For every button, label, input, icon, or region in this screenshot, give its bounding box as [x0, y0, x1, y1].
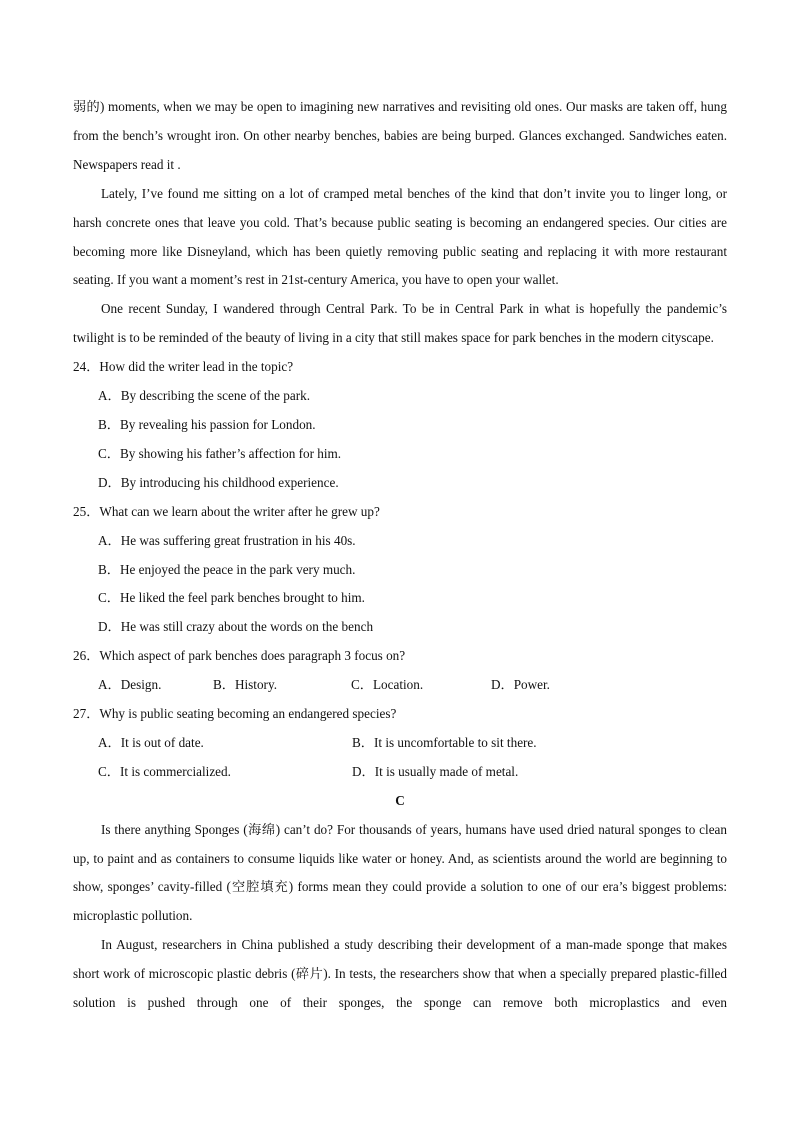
- question-25: 25．What can we learn about the writer after he grew up?: [73, 503, 380, 519]
- passage-paragraph: In August, researchers in China published a study describing their development of a man-made sponge that makes short work of microscopic plastic debris (碎片). In tests, the researchers show that when a specially prepared plastic-filled solution is pushed through one of their sponges, the sponge can remove both microplastics and even: [73, 937, 727, 1011]
- document-page: [73, 93, 727, 1018]
- options-row: [73, 729, 727, 758]
- option: B．History.: [213, 677, 277, 693]
- option: D．It is usually made of metal.: [352, 763, 519, 779]
- option: D．By introducing his childhood experience.: [98, 474, 339, 490]
- option: A．It is out of date.: [98, 734, 204, 750]
- option: A．He was suffering great frustration in his 40s.: [98, 532, 356, 548]
- passage-paragraph: Lately, I’ve found me sitting on a lot of cramped metal benches of the kind that don’t invite you to linger long, or harsh concrete ones that leave you cold. That’s because public seating is becoming an endangered species. Our cities are becoming more like Disneyland, which has been quietly removing public seating and replacing it with more restaurant seating. If you want a moment’s rest in 21st-century America, you have to open your wallet.: [73, 185, 727, 288]
- section-heading: C: [395, 792, 405, 808]
- option: D．He was still crazy about the words on the bench: [98, 619, 374, 635]
- option: B．It is uncomfortable to sit there.: [352, 734, 537, 750]
- passage-paragraph: One recent Sunday, I wandered through Central Park. To be in Central Park in what is hopefully the pandemic’s twilight is to be reminded of the beauty of living in a city that still makes space for park benches in the modern cityscape.: [73, 301, 727, 346]
- passage-paragraph: 弱的) moments, when we may be open to imagining new narratives and revisiting old ones. Our masks are taken off, hung from the bench’s wrought iron. On other nearby benches, babies are being burped. Glances exchanged. Sandwiches eaten. Newspapers read it .: [73, 99, 727, 172]
- options-row: [73, 671, 727, 700]
- passage-paragraph: Is there anything Sponges (海绵) can’t do? For thousands of years, humans have used dried natural sponges to clean up, to paint and as containers to consume liquids like water or honey. And, as scientists around the world are beginning to show, sponges’ cavity-filled (空腔填充) forms mean they could provide a solution to one of our era’s biggest problems: microplastic pollution.: [73, 821, 727, 924]
- option: C．Location.: [351, 677, 424, 693]
- option: A．By describing the scene of the park.: [98, 388, 311, 404]
- question-26: 26．Which aspect of park benches does paragraph 3 focus on?: [73, 648, 406, 664]
- option: C．It is commercialized.: [98, 763, 231, 779]
- option: D．Power.: [491, 677, 550, 693]
- question-24: 24．How did the writer lead in the topic?: [73, 359, 294, 375]
- option: C．By showing his father’s affection for him.: [98, 445, 342, 461]
- question-27: 27．Why is public seating becoming an endangered species?: [73, 706, 397, 722]
- option: B．By revealing his passion for London.: [98, 416, 316, 432]
- option: C．He liked the feel park benches brought to him.: [98, 590, 365, 606]
- option: A．Design.: [98, 677, 162, 693]
- options-row: [73, 758, 727, 787]
- option: B．He enjoyed the peace in the park very much.: [98, 561, 356, 577]
